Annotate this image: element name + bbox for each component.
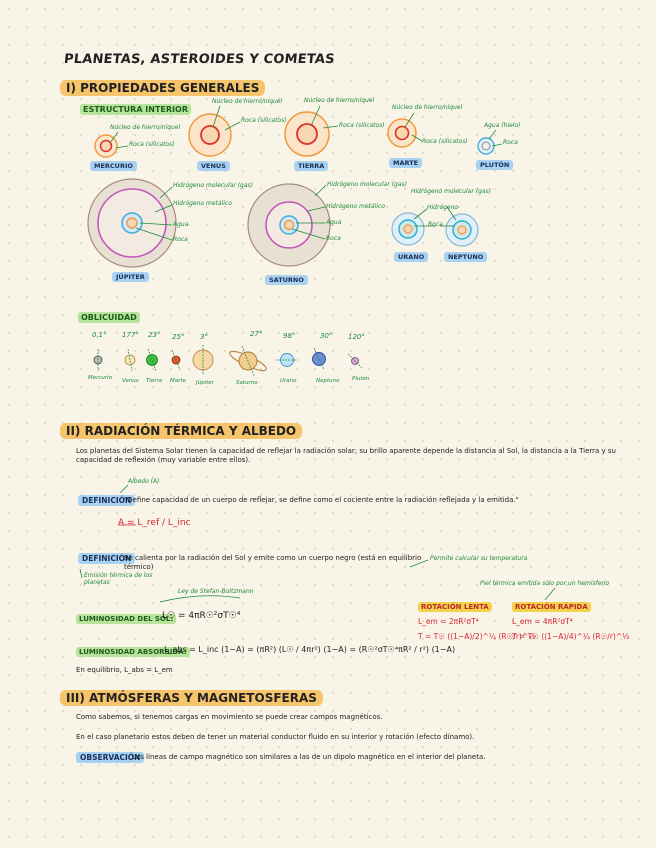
neptuno-diagram bbox=[440, 207, 478, 246]
rotacion-lenta-eq2: T = T☉ ((1−A)/2)^¼ (R☉/r)^½ bbox=[418, 632, 536, 641]
oblicuidad-angle-pluton: 120° bbox=[348, 333, 365, 341]
albedo-formula: A = L_ref / L_inc bbox=[118, 518, 191, 528]
venus-nucleo-label: Núcleo de hierro/níquel bbox=[212, 98, 283, 105]
albedo-annotation: Albedo (A) bbox=[128, 478, 160, 485]
venus-roca-label: Roca (silicatos) bbox=[241, 117, 287, 124]
marte-diagram bbox=[388, 113, 422, 147]
section-3-heading: III) ATMÓSFERAS Y MAGNETOSFERAS bbox=[60, 690, 323, 706]
oblicuidad-label-saturno: Saturno bbox=[236, 380, 258, 386]
planet-name-tierra: TIERRA bbox=[294, 161, 328, 171]
urano-neptuno-hidrogeno-label: Hidrógeno bbox=[427, 204, 459, 211]
planet-name-jupiter: JÚPITER bbox=[112, 272, 149, 282]
planet-name-pluton: PLUTÓN bbox=[476, 160, 513, 170]
oblicuidad-angle-urano: 98° bbox=[283, 332, 296, 340]
pluton-diagram bbox=[478, 130, 502, 154]
planet-name-mercurio: MERCURIO bbox=[90, 161, 137, 171]
definicion-1-text: "Define capacidad de un cuerpo de reflejar, se define como el cociente entre la radiación reflejada y la emitida." bbox=[124, 496, 519, 504]
oblicuidad-angle-saturno: 27° bbox=[250, 330, 263, 338]
luminosidad-sol-formula: L☉ = 4πR☉²σT☉⁴ bbox=[162, 611, 241, 621]
mercurio-diagram bbox=[95, 132, 128, 157]
radiacion-intro: Los planetas del Sistema Solar tienen la capacidad de reflejar la radiación solar; su brillo aparente depende la distancia al Sol, la distancia a la Tierra y su capacidad de reflexión (muy variable entre ellos). bbox=[76, 447, 616, 465]
saturno-hidr-mol-label: Hidrógeno molecular (gas) bbox=[327, 181, 407, 188]
tierra-nucleo-label: Núcleo de hierro/níquel bbox=[304, 97, 375, 104]
temperatura-annotation: Permite calcular su temperatura bbox=[430, 555, 528, 562]
oblicuidad-label-pluton: Plutón bbox=[352, 376, 370, 382]
oblicuidad-angle-tierra: 23° bbox=[148, 331, 161, 339]
saturno-agua-label: Agua bbox=[326, 219, 342, 226]
page-title: PLANETAS, ASTEROIDES Y COMETAS bbox=[63, 52, 336, 67]
planet-name-saturno: SATURNO bbox=[265, 275, 308, 285]
rotacion-lenta-eq1: L_em = 2πR²σT⁴ bbox=[418, 617, 479, 626]
jupiter-diagram bbox=[88, 179, 176, 267]
rotacion-lenta-label: ROTACIÓN LENTA bbox=[418, 602, 492, 612]
rotacion-rapida-eq1: L_em = 4πR²σT⁴ bbox=[512, 617, 573, 626]
interior-heading: ESTRUCTURA INTERIOR bbox=[80, 104, 191, 115]
rotacion-rapida-eq2: T = T☉ ((1−A)/4)^¼ (R☉/r)^½ bbox=[512, 632, 630, 641]
observacion-text: Las líneas de campo magnético son similares a las de un dipolo magnético en el interior del planeta. bbox=[132, 753, 486, 761]
luminosidad-absorbida-label: LUMINOSIDAD ABSORBIDA: bbox=[76, 647, 190, 657]
oblicuidad-label-mercurio: Mercurio bbox=[88, 375, 113, 381]
oblicuidad-label-jupiter: Júpiter bbox=[196, 380, 214, 386]
jupiter-agua-label: Agua bbox=[173, 221, 189, 228]
oblicuidad-angle-neptuno: 30° bbox=[320, 332, 333, 340]
jupiter-hidr-met-label: Hidrógeno metálico bbox=[173, 200, 232, 207]
hemisferio-annotation: Piel térmica emitida sólo por un hemisferio bbox=[480, 580, 610, 587]
oblicuidad-label-neptuno: Neptuno bbox=[316, 378, 340, 384]
oblicuidad-label-marte: Marte bbox=[170, 378, 186, 384]
mercurio-nucleo-label: Núcleo de hierro/níquel bbox=[110, 124, 181, 131]
oblicuidad-label-urano: Urano bbox=[280, 378, 297, 384]
oblicuidad-label-venus: Venus bbox=[122, 378, 139, 384]
atmosferas-line-1: Como sabemos, si tenemos cargas en movimiento se puede crear campos magnéticos. bbox=[76, 713, 383, 721]
venus-diagram bbox=[189, 106, 240, 156]
definicion-2-text: Se calienta por la radiación del Sol y emite como un cuerpo negro (está en equilibrio térmico) bbox=[124, 554, 422, 572]
section-1-heading: I) PROPIEDADES GENERALES bbox=[60, 80, 265, 96]
jupiter-hidr-mol-label: Hidrógeno molecular (gas) bbox=[173, 182, 253, 189]
equilibrio-text: En equilibrio, L_abs = L_em bbox=[76, 666, 173, 674]
mercurio-roca-label: Roca (silicatos) bbox=[129, 141, 175, 148]
jupiter-roca-label: Roca bbox=[173, 236, 188, 243]
observacion-label: OBSERVACIÓN bbox=[76, 752, 144, 763]
oblicuidad-heading: OBLICUIDAD bbox=[78, 312, 140, 323]
rotacion-rapida-label: ROTACIÓN RÁPIDA bbox=[512, 602, 591, 612]
oblicuidad-angle-marte: 25° bbox=[172, 333, 185, 341]
emision-termica-annotation: Emisión térmica de los planetas bbox=[84, 572, 153, 586]
planet-name-neptuno: NEPTUNO bbox=[444, 252, 487, 262]
luminosidad-sol-label: LUMINOSIDAD DEL SOL: bbox=[76, 614, 176, 624]
section-2-heading: II) RADIACIÓN TÉRMICA Y ALBEDO bbox=[60, 423, 302, 439]
pluton-roca-label: Roca bbox=[503, 139, 518, 146]
oblicuidad-angle-mercurio: 0,1° bbox=[92, 331, 107, 339]
oblicuidad-angle-jupiter: 3° bbox=[200, 333, 208, 341]
atmosferas-line-2: En el caso planetario estos deben de tener un material conductor fluido en su interior y rotación (efecto dínamo). bbox=[76, 733, 475, 741]
definicion-label-2: DEFINICIÓN bbox=[78, 553, 135, 564]
planet-name-marte: MARTE bbox=[389, 158, 422, 168]
tierra-roca-label: Roca (silicatos) bbox=[339, 122, 385, 129]
planet-name-urano: URANO bbox=[394, 252, 428, 262]
obliquity-row bbox=[94, 345, 362, 376]
urano-neptuno-hidr-mol-label: Hidrógeno molecular (gas) bbox=[411, 188, 491, 195]
pluton-agua-label: Agua (hielo) bbox=[484, 122, 521, 129]
marte-roca-label: Roca (silicatos) bbox=[422, 138, 468, 145]
marte-nucleo-label: Núcleo de hierro/níquel bbox=[392, 104, 463, 111]
planet-name-venus: VENUS bbox=[197, 161, 230, 171]
stefan-boltzmann-annotation: Ley de Stefan-Boltzmann bbox=[178, 588, 254, 595]
saturno-diagram bbox=[248, 184, 330, 266]
saturno-roca-label: Roca bbox=[326, 235, 341, 242]
tierra-diagram bbox=[285, 106, 338, 156]
oblicuidad-label-tierra: Tierra bbox=[146, 378, 163, 384]
definicion-label-1: DEFINICIÓN bbox=[78, 495, 135, 506]
luminosidad-absorbida-formula: L_abs = L_inc (1−A) = (πR²) (L☉ / 4πr²) (1−A) = (R☉²σT☉⁴πR² / r²) (1−A) bbox=[164, 645, 456, 654]
saturno-hidr-met-label: Hidrógeno metálico bbox=[326, 203, 385, 210]
urano-neptuno-roca-label: Roca bbox=[428, 221, 443, 228]
oblicuidad-angle-venus: 177° bbox=[122, 331, 139, 339]
